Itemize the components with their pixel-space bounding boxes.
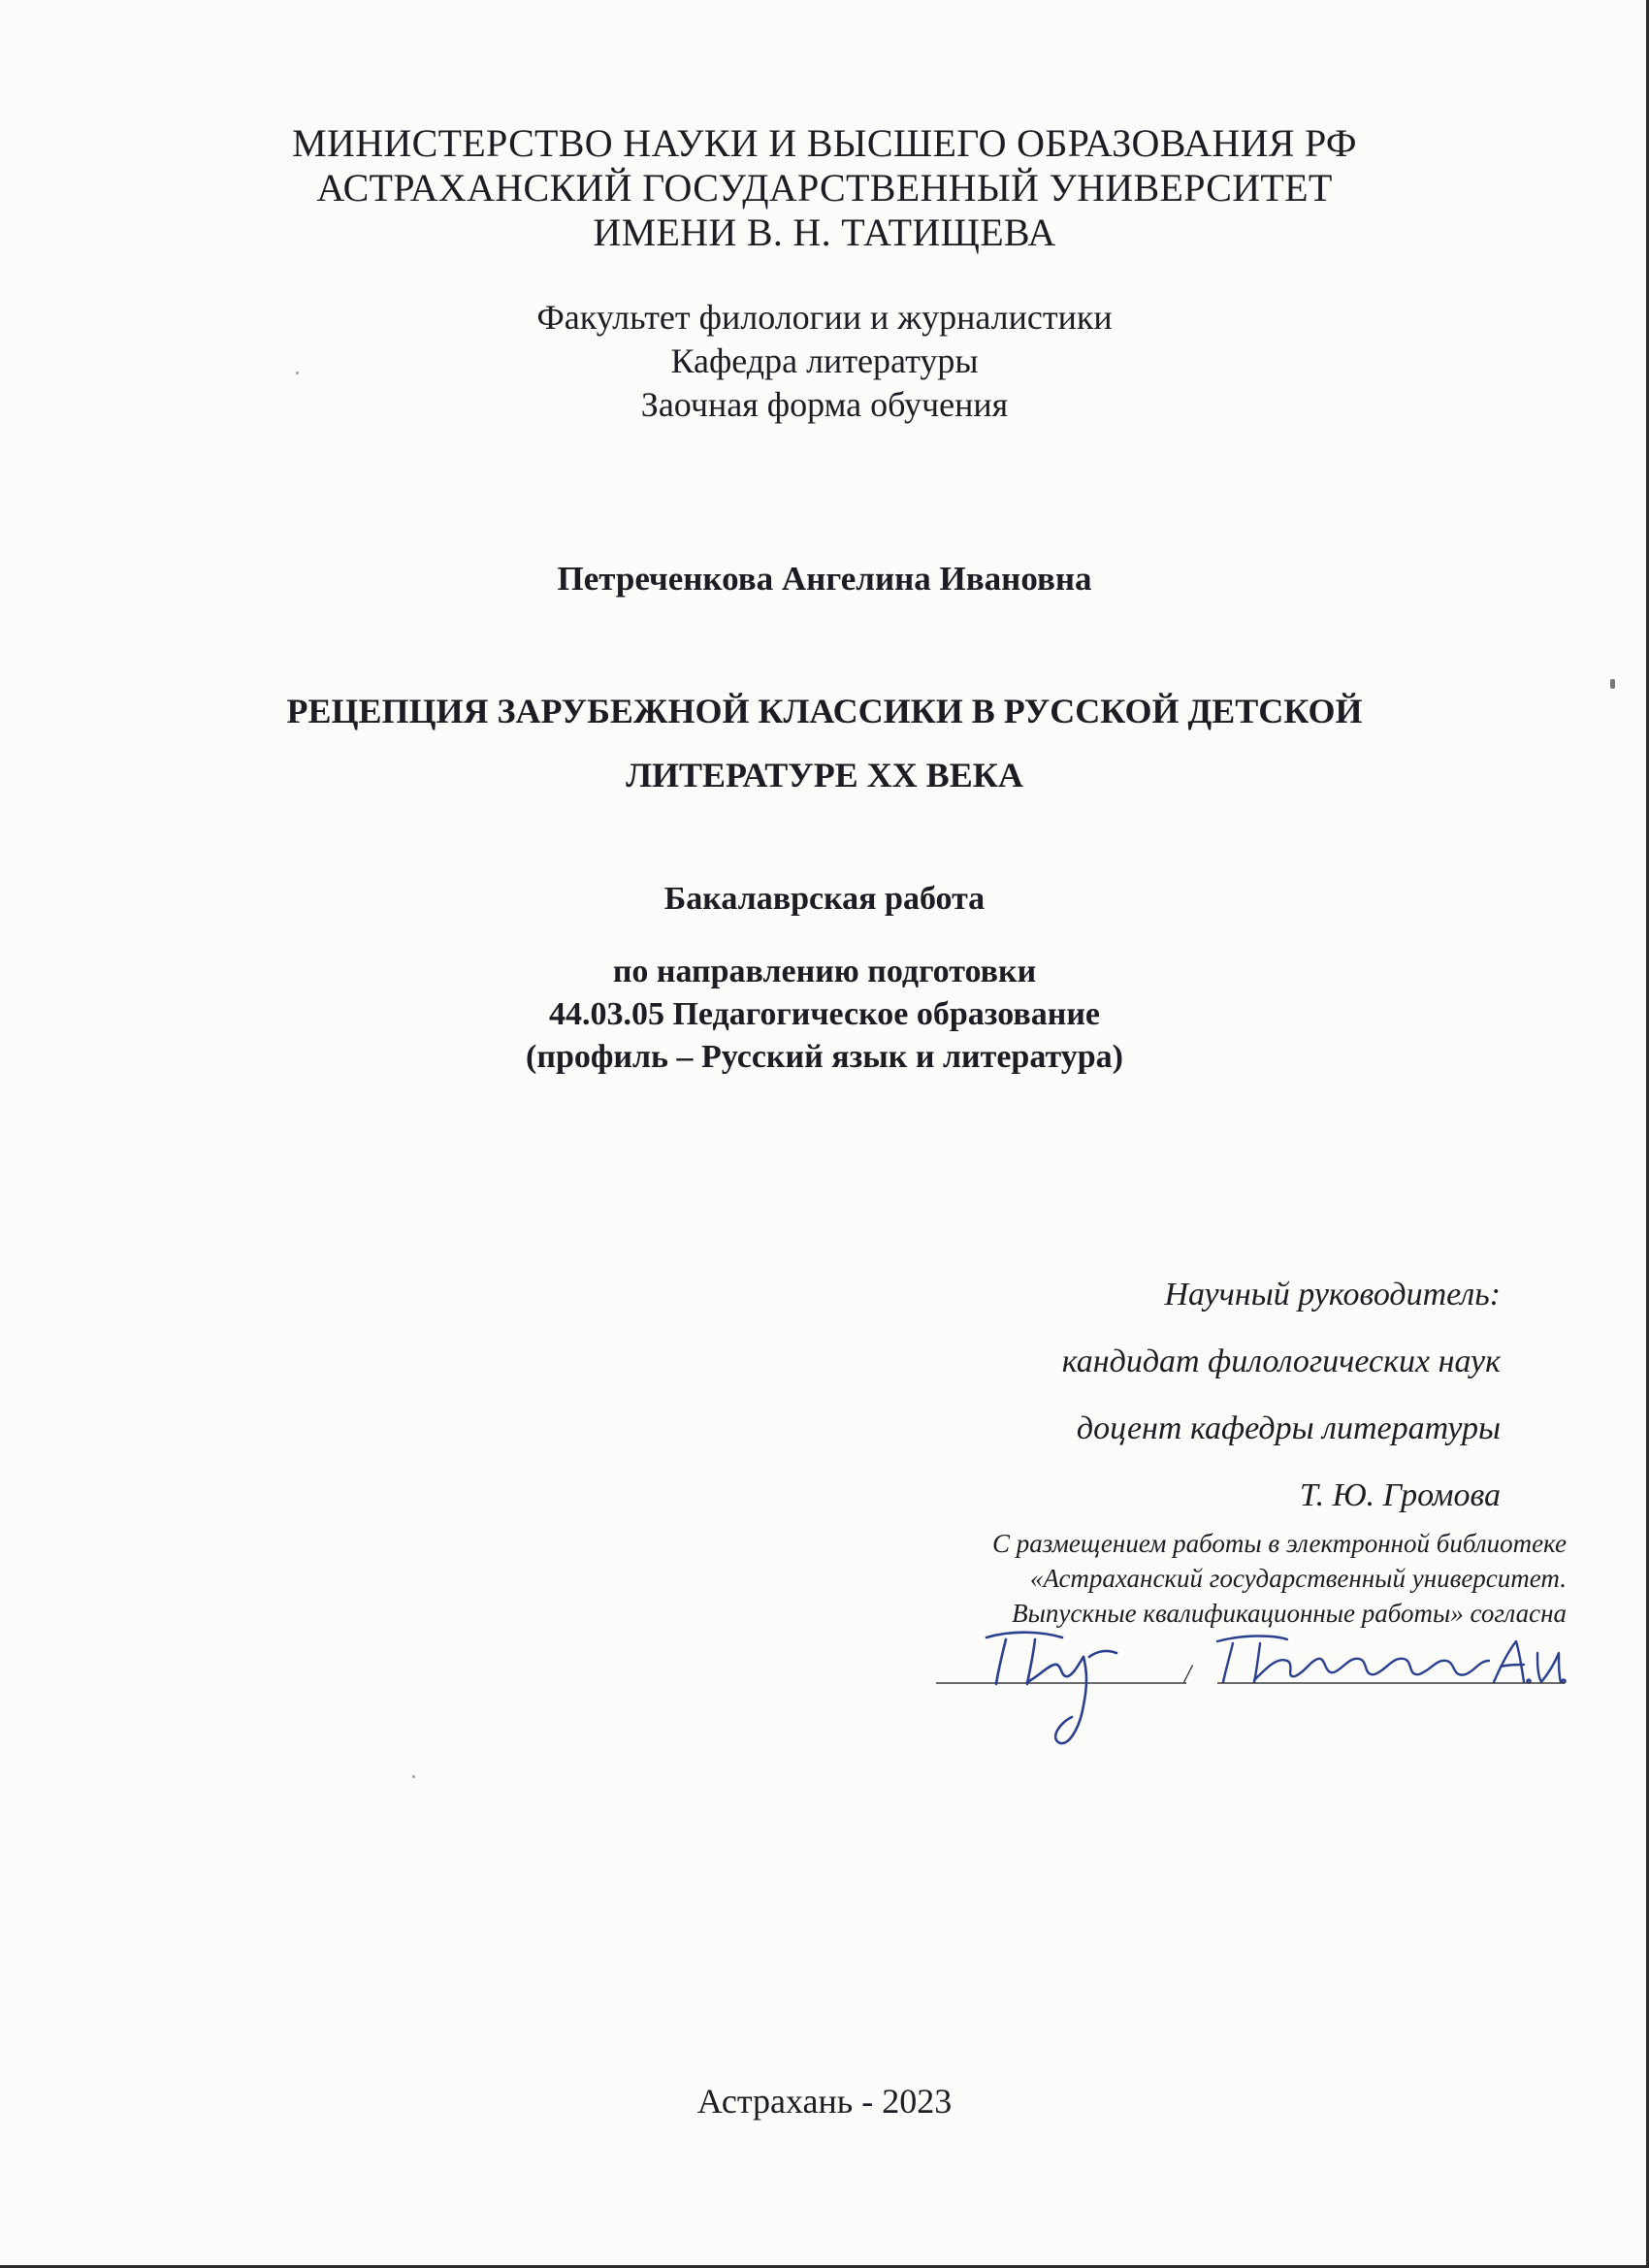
supervisor-position: доцент кафедры литературы — [1076, 1410, 1501, 1446]
thesis-title-line-2: ЛИТЕРАТУРЕ XX ВЕКА — [626, 756, 1023, 794]
university-line: АСТРАХАНСКИЙ ГОСУДАРСТВЕННЫЙ УНИВЕРСИТЕТ — [316, 166, 1333, 210]
author-name: Петреченкова Ангелина Ивановна — [557, 560, 1092, 598]
supervisor-name: Т. Ю. Громова — [1299, 1477, 1501, 1513]
degree-line-1: по направлению подготовки — [612, 954, 1037, 989]
degree-block — [0, 951, 1649, 1079]
handwritten-signature — [986, 1633, 1116, 1743]
signature-area — [926, 1628, 1567, 1754]
consent-block — [992, 1526, 1567, 1631]
consent-line-1: С размещением работы в электронной библиотеке — [992, 1529, 1567, 1558]
supervisor-degree: кандидат филологических наук — [1061, 1344, 1501, 1379]
consent-line-3: Выпускные квалификационные работы» согласна — [1012, 1599, 1567, 1628]
signature-separator: / — [1184, 1660, 1192, 1688]
study-form-line: Заочная форма обучения — [640, 385, 1009, 424]
scan-speck — [296, 372, 299, 374]
thesis-title — [0, 679, 1649, 807]
scan-speck — [1610, 679, 1615, 689]
department-line: Кафедра литературы — [670, 341, 979, 380]
handwritten-name — [1217, 1636, 1566, 1683]
consent-line-2: «Астраханский государственный университет. — [1029, 1564, 1567, 1593]
work-type: Бакалаврская работа — [663, 881, 986, 917]
scan-speck — [412, 1775, 415, 1778]
city-year: Астрахань - 2023 — [696, 2082, 953, 2121]
supervisor-block — [1062, 1261, 1501, 1529]
thesis-title-line-1: РЕЦЕПЦИЯ ЗАРУБЕЖНОЙ КЛАССИКИ В РУССКОЙ ДЕТСКОЙ — [286, 692, 1363, 730]
faculty-line: Факультет филологии и журналистики — [536, 298, 1113, 337]
supervisor-label: Научный руководитель: — [1164, 1277, 1501, 1312]
ministry-line: МИНИСТЕРСТВО НАУКИ И ВЫСШЕГО ОБРАЗОВАНИЯ РФ — [292, 121, 1357, 165]
degree-line-3: (профиль – Русский язык и литература) — [526, 1039, 1123, 1075]
degree-line-2: 44.03.05 Педагогическое образование — [548, 996, 1101, 1032]
faculty-block — [0, 296, 1649, 427]
university-name-line: ИМЕНИ В. Н. ТАТИЩЕВА — [593, 211, 1056, 254]
ministry-block — [0, 121, 1649, 255]
